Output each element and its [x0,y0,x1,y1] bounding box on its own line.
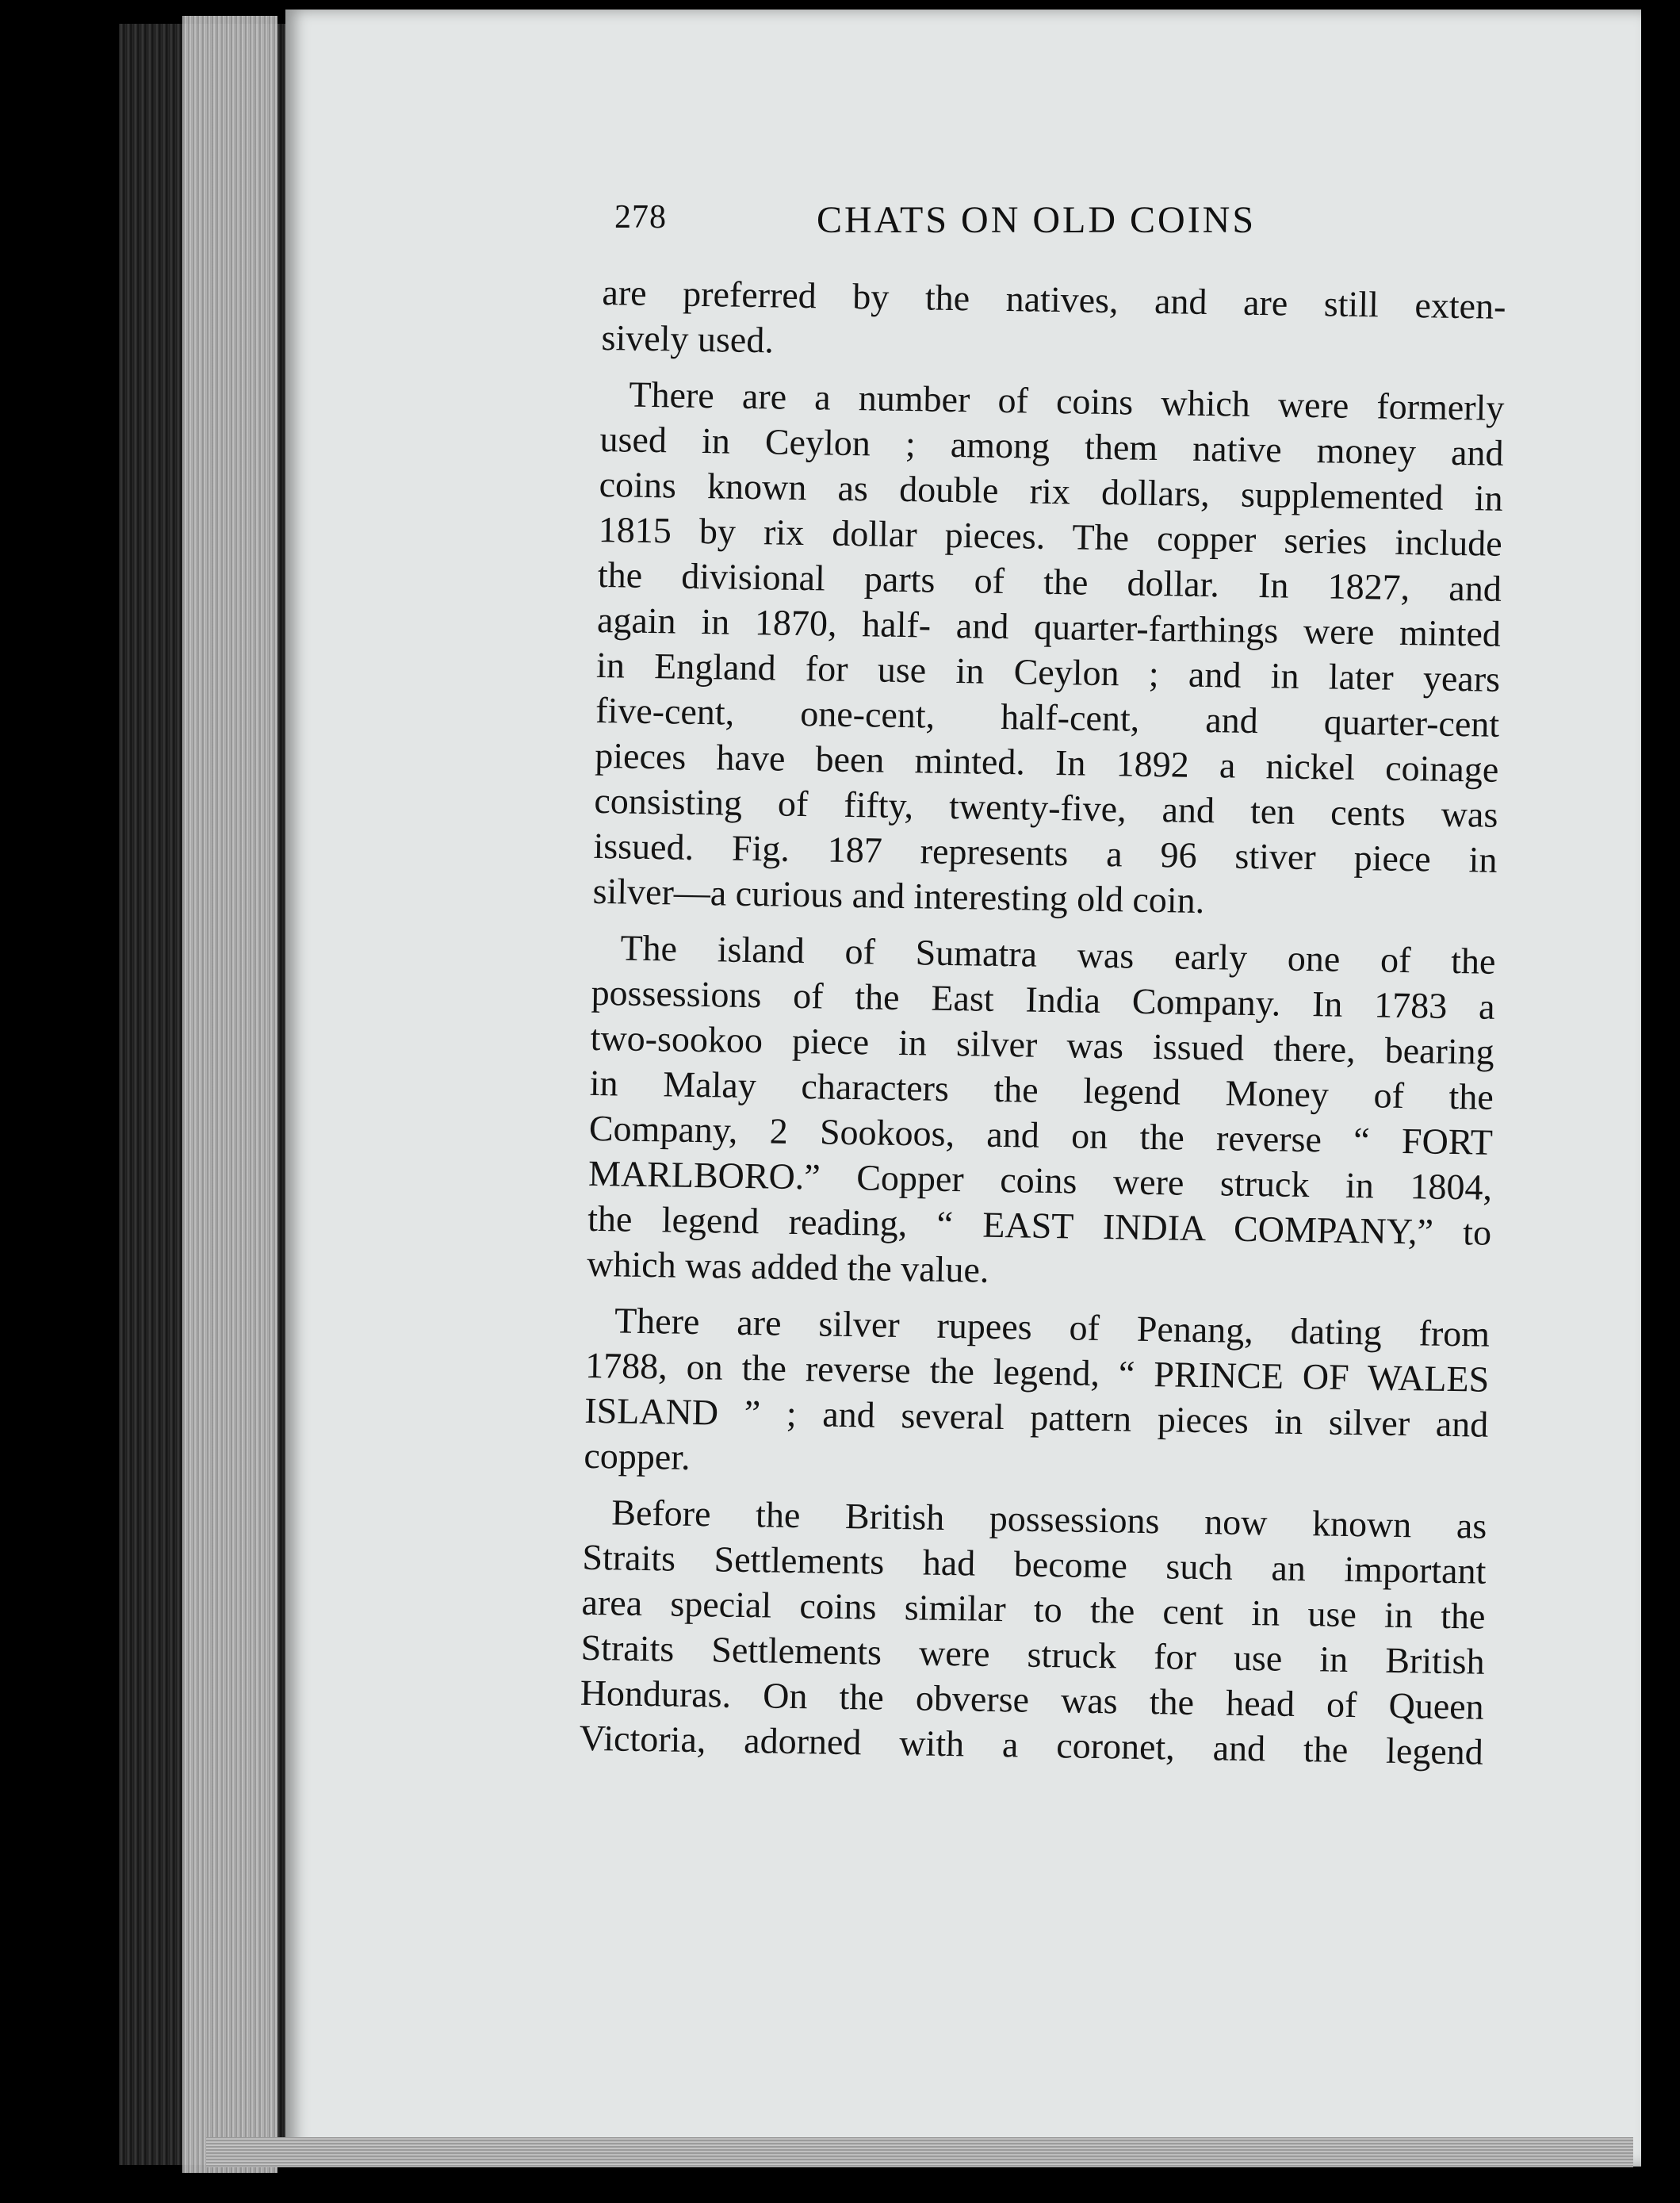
text-line: coins known as double rix dollars, supplemented in [599,463,1504,519]
text-line: Straits Settlements had become such an important [582,1536,1487,1592]
text-line: ISLAND ” ; and several pattern pieces in silver and [584,1389,1489,1445]
text-line: possessions of the East India Company. In 1783 a [591,971,1495,1027]
page-bottom-edge [206,2137,1633,2167]
text-line: There are a number of coins which were formerly [629,374,1505,428]
text-line: are preferred by the natives, and are still exten- [602,271,1506,327]
page-header [614,198,1487,262]
text-line: Before the British possessions now known as [610,1492,1487,1546]
paragraph [579,1489,1487,1775]
page-number: 278 [614,199,667,236]
text-line: silver—a curious and interesting old coin. [592,870,1205,921]
running-head: CHATS ON OLD COINS [817,199,1257,241]
text-line: in England for use in Ceylon ; and in later years [595,644,1501,699]
page-stack-edge [182,16,277,2173]
text-line: Company, 2 Sookoos, and on the reverse “ FORT [588,1107,1494,1163]
paragraph [584,1297,1490,1492]
text-line: issued. Fig. 187 represents a 96 stiver piece in [593,825,1498,880]
text-line: 1815 by rix dollar pieces. The copper series include [598,508,1503,564]
text-line: There are silver rupees of Penang, dating from [614,1300,1491,1354]
text-line: Honduras. On the obverse was the head of Queen [580,1672,1485,1727]
text-line: Victoria, adorned with a coronet, and the legend [579,1717,1484,1772]
paragraph [592,371,1505,928]
text-line: two-sookoo piece in silver was issued there, bearing [590,1017,1495,1072]
text-line: copper. [584,1435,691,1477]
text-line: used in Ceylon ; among them native money and [599,418,1504,473]
text-line: The island of Sumatra was early one of the [620,927,1496,982]
text-line: five-cent, one-cent, half-cent, and quarter-cent [595,689,1500,745]
text-line: the divisional parts of the dollar. In 1827, and [597,554,1502,609]
text-line: again in 1870, half- and quarter-farthings were minted [596,599,1502,654]
paragraph [601,270,1506,374]
text-line: which was added the value. [586,1243,989,1290]
text-line: the legend reading, “ EAST INDIA COMPANY,” to [587,1197,1492,1253]
text-line: pieces have been minted. In 1892 a nickel coinage [594,734,1499,790]
text-line: sively used. [601,316,775,361]
text-line: in Malay characters the legend Money of the [589,1062,1494,1117]
text-line: Straits Settlements were struck for use in British [580,1626,1485,1682]
body-text [579,270,1506,1786]
text-line: MARLBORO.” Copper coins were struck in 1804, [587,1152,1493,1208]
text-line: consisting of fifty, twenty-five, and ten cents was [594,780,1498,835]
text-line: area special coins similar to the cent in use in the [581,1581,1486,1637]
paragraph [587,925,1496,1301]
text-line: 1788, on the reverse the legend, “ PRINCE OF WALES [584,1344,1490,1400]
